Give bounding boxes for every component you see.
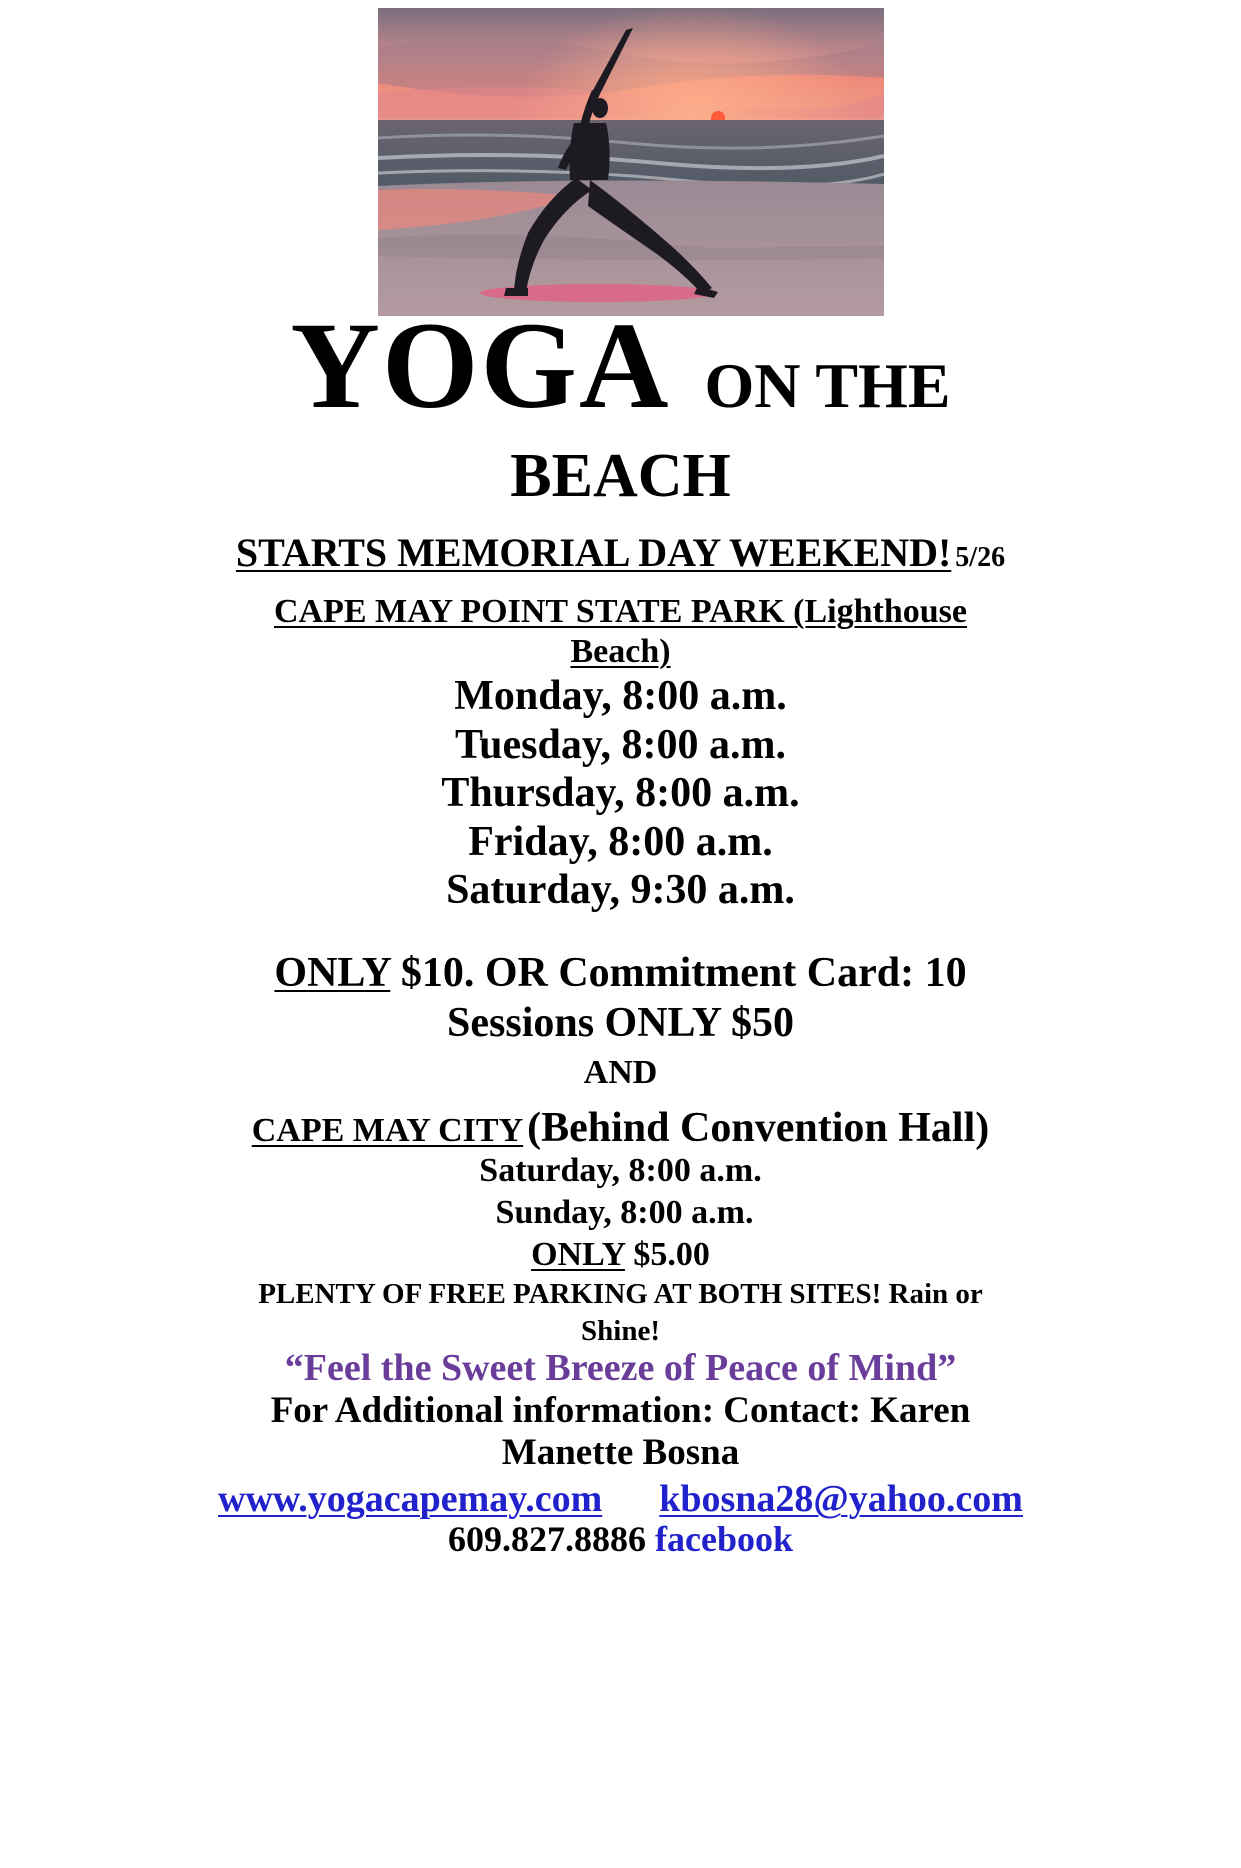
schedule-item: Tuesday, 8:00 a.m. bbox=[454, 721, 787, 768]
schedule-item: Saturday, 8:00 a.m. bbox=[479, 1152, 762, 1189]
yoga-pose-sunset-photo bbox=[378, 8, 884, 316]
website-link[interactable]: www.yogacapemay.com bbox=[218, 1478, 603, 1520]
schedule-item: Friday, 8:00 a.m. bbox=[468, 818, 773, 865]
city-location: (Behind Convention Hall) bbox=[527, 1105, 990, 1151]
state-park-price bbox=[0, 948, 1241, 1048]
state-park-schedule bbox=[0, 672, 1241, 915]
schedule-item: Monday, 8:00 a.m. bbox=[454, 673, 787, 719]
price-line2: Sessions ONLY $50 bbox=[447, 1000, 794, 1046]
price-line1: $10. OR Commitment Card: 10 bbox=[400, 950, 967, 996]
starts-text: STARTS MEMORIAL DAY WEEKEND! bbox=[235, 530, 952, 575]
facebook-link[interactable]: facebook bbox=[655, 1519, 793, 1559]
schedule-item: Saturday, 9:30 a.m. bbox=[446, 867, 795, 913]
state-park-name bbox=[0, 592, 1241, 672]
phone-number: 609.827.8886 bbox=[448, 1519, 646, 1559]
tagline-quote: “Feel the Sweet Breeze of Peace of Mind” bbox=[284, 1347, 957, 1389]
state-park-name-line2: Beach) bbox=[570, 633, 671, 670]
contact-links bbox=[0, 1478, 1241, 1520]
title-beach: BEACH bbox=[510, 442, 731, 510]
and-separator: AND bbox=[583, 1054, 658, 1091]
contact-line2: Manette Bosna bbox=[501, 1432, 740, 1473]
city-price-only-label: ONLY bbox=[531, 1236, 625, 1273]
parking-line2: Shine! bbox=[581, 1315, 660, 1347]
parking-note bbox=[0, 1276, 1241, 1350]
schedule-item: Thursday, 8:00 a.m. bbox=[441, 770, 800, 816]
contact-phone-line bbox=[0, 1518, 1241, 1560]
title-yoga: YOGA bbox=[290, 297, 671, 434]
city-schedule bbox=[0, 1150, 1241, 1276]
starts-date: 5/26 bbox=[955, 542, 1006, 573]
city-price: $5.00 bbox=[633, 1236, 710, 1273]
contact-line1: For Additional information: Contact: Karen bbox=[270, 1390, 971, 1431]
title-on-the: ON THE bbox=[704, 350, 951, 421]
main-title bbox=[0, 296, 1241, 436]
yoga-silhouette-icon bbox=[378, 8, 884, 316]
email-link[interactable]: kbosna28@yahoo.com bbox=[659, 1478, 1023, 1520]
state-park-name-line1: CAPE MAY POINT STATE PARK (Lighthouse bbox=[274, 593, 967, 630]
city-name: CAPE MAY CITY bbox=[251, 1112, 524, 1149]
starts-line bbox=[0, 532, 1241, 583]
price-only-label: ONLY bbox=[274, 950, 391, 996]
schedule-item: Sunday, 8:00 a.m. bbox=[495, 1194, 754, 1231]
parking-line1: PLENTY OF FREE PARKING AT BOTH SITES! Rain or bbox=[258, 1278, 983, 1310]
contact-info bbox=[0, 1390, 1241, 1474]
